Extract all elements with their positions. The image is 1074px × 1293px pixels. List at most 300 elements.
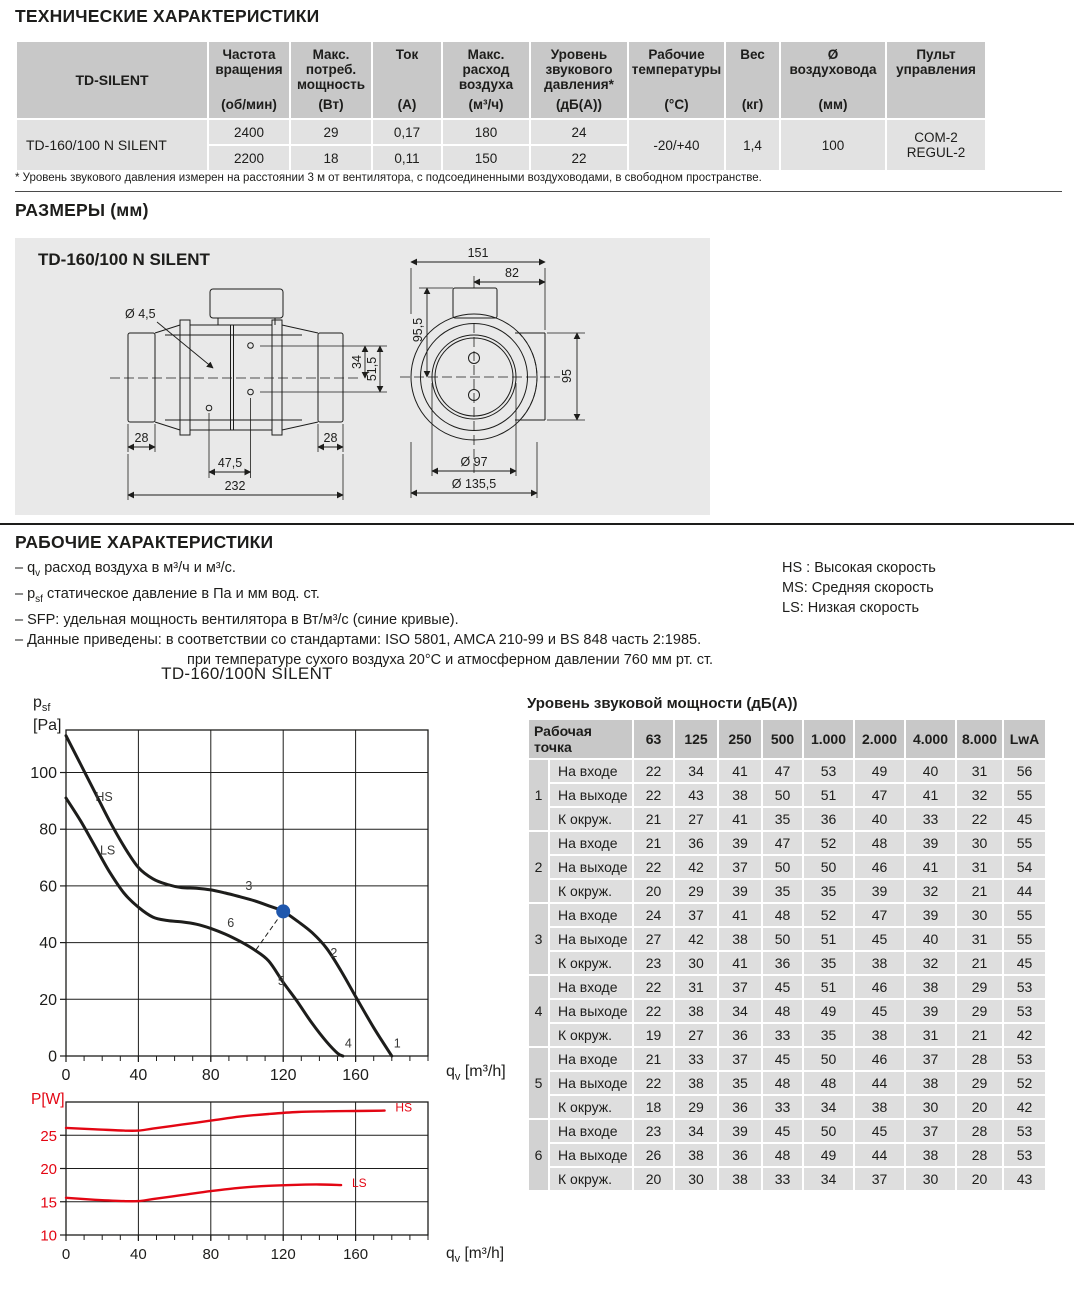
sound-value-cell: 30 — [675, 1168, 717, 1190]
sound-value-cell: 41 — [719, 760, 761, 782]
sound-value-cell: 21 — [634, 808, 673, 830]
sound-value-cell: 35 — [804, 1024, 853, 1046]
sound-value-cell: 38 — [855, 1024, 904, 1046]
sound-value-cell: 53 — [1004, 1144, 1045, 1166]
sound-freq-header: 2.000 — [855, 720, 904, 758]
sound-value-cell: 36 — [719, 1144, 761, 1166]
sound-value-cell: 43 — [675, 784, 717, 806]
sound-location-cell: На входе — [550, 904, 632, 926]
power-chart — [0, 1090, 530, 1270]
sound-point-cell: 4 — [529, 976, 548, 1046]
sound-value-cell: 38 — [906, 1144, 955, 1166]
power-axis-label: P[W] — [31, 1091, 65, 1108]
dim-hole-offset-large: 51,5 — [365, 356, 379, 382]
sound-value-cell: 53 — [1004, 976, 1045, 998]
sound-location-cell: К окруж. — [550, 1168, 632, 1190]
sound-table — [527, 718, 1047, 1192]
dim-duct-height: 95 — [560, 369, 574, 383]
tech-col-header-wrap — [443, 42, 529, 118]
sound-value-cell: 52 — [804, 904, 853, 926]
terminal-box-side — [210, 289, 283, 318]
dim-axis-height: 95,5 — [411, 317, 425, 343]
sound-table-title: Уровень звуковой мощности (дБ(А)) — [527, 695, 798, 712]
sound-value-cell: 30 — [957, 832, 1002, 854]
tick-label-y: 40 — [39, 935, 57, 953]
sound-value-cell: 37 — [719, 1048, 761, 1070]
sound-value-cell: 36 — [675, 832, 717, 854]
series-HS — [66, 1111, 385, 1131]
tech-col-header — [373, 42, 441, 118]
sound-value-cell: 36 — [719, 1096, 761, 1118]
sound-location-cell: На выходе — [550, 856, 632, 878]
dim-hole-spacing: 47,5 — [217, 456, 243, 470]
sound-value-cell: 30 — [675, 952, 717, 974]
tech-table — [15, 40, 987, 172]
curve-label-1: 1 — [393, 1036, 401, 1051]
tick-label-y: 20 — [39, 991, 57, 1009]
sound-point-cell: 3 — [529, 904, 548, 974]
performance-heading: РАБОЧИЕ ХАРАКТЕРИСТИКИ — [15, 532, 274, 552]
tick-label-x: 160 — [343, 1246, 369, 1263]
sound-value-cell: 49 — [855, 760, 904, 782]
sound-value-cell: 20 — [634, 880, 673, 902]
performance-notes — [15, 558, 775, 670]
tech-col-header — [531, 42, 627, 118]
note-line: – Данные приведены: в соответствии со стандартами: ISO 5801, AMCA 210-99 и BS 848 часть 2:1985. — [15, 631, 702, 648]
legend-hs: HS : Высокая скорость — [782, 560, 936, 576]
operating-point-leader — [256, 911, 283, 949]
sound-value-cell: 48 — [855, 832, 904, 854]
sound-value-cell: 36 — [763, 952, 802, 974]
sound-value-cell: 34 — [719, 1000, 761, 1022]
sound-value-cell: 22 — [634, 856, 673, 878]
tech-value: 150 — [443, 146, 529, 170]
sound-value-cell: 33 — [763, 1168, 802, 1190]
tech-value: 22 — [531, 146, 627, 170]
note-line: – SFP: удельная мощность вентилятора в Вт/м³/с (синие кривые). — [15, 611, 459, 628]
tech-col-header-wrap — [629, 42, 724, 118]
sound-data-row — [529, 904, 1045, 926]
ylabel-sub: sf — [41, 702, 51, 715]
plot-border — [66, 730, 428, 1056]
tech-col-title: Уровень звукового давления* — [544, 47, 614, 92]
sound-value-cell: 31 — [906, 1024, 955, 1046]
sound-value-cell: 42 — [675, 856, 717, 878]
sound-value-cell: 46 — [855, 856, 904, 878]
sound-value-cell: 44 — [855, 1072, 904, 1094]
tech-col-header — [887, 42, 985, 118]
sound-value-cell: 48 — [763, 1144, 802, 1166]
tech-footnote: * Уровень звукового давления измерен на расстоянии 3 м от вентилятора, с подсоединенными воздуховодами, в свободном пространстве. — [15, 172, 762, 184]
xlabel-sub: v — [454, 1253, 461, 1266]
dim-impeller-dia: Ø 97 — [460, 455, 488, 469]
sound-data-row — [529, 1072, 1045, 1094]
sound-data-row — [529, 1000, 1045, 1022]
sound-value-cell: 45 — [855, 1000, 904, 1022]
sound-table-container — [527, 718, 1047, 1192]
chart-title: TD-160/100N SILENT — [161, 664, 333, 683]
dimensions-model-title: TD-160/100 N SILENT — [38, 250, 210, 269]
sound-value-cell: 21 — [634, 832, 673, 854]
tech-col-unit: (дБ(А)) — [555, 97, 602, 112]
tick-label-y: 60 — [39, 878, 57, 896]
sound-location-cell: На входе — [550, 832, 632, 854]
sound-value-cell: 31 — [675, 976, 717, 998]
tech-col-unit: (мм) — [818, 97, 848, 112]
sound-value-cell: 55 — [1004, 904, 1045, 926]
curve-label-LS: LS — [99, 843, 116, 858]
sound-location-cell: На входе — [550, 976, 632, 998]
tech-col-title: Ток — [395, 47, 419, 62]
sound-data-row — [529, 1096, 1045, 1118]
sound-data-row — [529, 928, 1045, 950]
sound-freq-header: 500 — [763, 720, 802, 758]
mounting-hole — [248, 343, 254, 349]
sound-value-cell: 37 — [855, 1168, 904, 1190]
sound-value-cell: 38 — [719, 784, 761, 806]
sound-value-cell: 36 — [719, 1024, 761, 1046]
sound-col0-header: Рабочая точка — [529, 720, 632, 758]
sound-value-cell: 35 — [763, 808, 802, 830]
sound-value-cell: 41 — [719, 952, 761, 974]
sound-value-cell: 22 — [634, 1000, 673, 1022]
sound-value-cell: 29 — [957, 976, 1002, 998]
divider-line-1 — [15, 191, 1062, 192]
tech-col-unit: (кг) — [741, 97, 764, 112]
tick-label-y: 10 — [40, 1227, 57, 1245]
tick-label-x: 80 — [201, 1067, 220, 1084]
sound-data-row — [529, 832, 1045, 854]
tick-label-x: 120 — [270, 1246, 296, 1263]
sound-value-cell: 29 — [957, 1000, 1002, 1022]
pressure-axis-label — [33, 694, 61, 734]
sound-value-cell: 18 — [634, 1096, 673, 1118]
sound-value-cell: 39 — [906, 1000, 955, 1022]
tick-label-y: 100 — [30, 765, 57, 783]
sound-value-cell: 24 — [634, 904, 673, 926]
dim-body-dia: Ø 135,5 — [451, 477, 497, 491]
hole-dia-leader — [157, 322, 213, 368]
sound-value-cell: 38 — [855, 952, 904, 974]
curve-label-6: 6 — [227, 916, 235, 931]
sound-value-cell: 30 — [906, 1096, 955, 1118]
tech-col-title: Частота вращения — [215, 47, 283, 77]
tech-col-title: Ø воздуховода — [789, 47, 877, 77]
dimensions-panel — [15, 238, 710, 515]
sound-value-cell: 50 — [804, 1120, 853, 1142]
tech-value: 180 — [443, 120, 529, 144]
ylabel-unit: [Pa] — [33, 717, 62, 735]
sound-value-cell: 55 — [1004, 928, 1045, 950]
sound-value-cell: 27 — [675, 808, 717, 830]
sound-value-cell: 35 — [719, 1072, 761, 1094]
sound-location-cell: На выходе — [550, 784, 632, 806]
tech-control-value — [887, 120, 985, 170]
sound-value-cell: 46 — [855, 1048, 904, 1070]
tech-value: 0,17 — [373, 120, 441, 144]
sound-value-cell: 40 — [906, 928, 955, 950]
sound-value-cell: 29 — [675, 880, 717, 902]
sound-value-cell: 52 — [1004, 1072, 1045, 1094]
mounting-hole — [248, 389, 254, 395]
sound-data-row — [529, 1168, 1045, 1190]
dim-left-duct: 28 — [134, 431, 149, 445]
sound-data-row — [529, 952, 1045, 974]
sound-value-cell: 45 — [763, 1120, 802, 1142]
sound-value-cell: 22 — [634, 760, 673, 782]
tick-label-x: 120 — [269, 1067, 297, 1084]
sound-value-cell: 45 — [855, 1120, 904, 1142]
sound-value-cell: 47 — [763, 832, 802, 854]
sound-value-cell: 51 — [804, 928, 853, 950]
sound-value-cell: 20 — [957, 1096, 1002, 1118]
sound-freq-header: 250 — [719, 720, 761, 758]
tick-label-x: 0 — [61, 1067, 71, 1084]
tech-col-header-wrap — [291, 42, 371, 118]
tech-col-unit: (об/мин) — [221, 97, 277, 112]
sound-value-cell: 53 — [1004, 1000, 1045, 1022]
dimensions-heading: РАЗМЕРЫ (мм) — [15, 200, 149, 220]
flow-axis-label-1 — [446, 1063, 506, 1086]
sound-value-cell: 38 — [675, 1000, 717, 1022]
sound-location-cell: На выходе — [550, 1144, 632, 1166]
sound-value-cell: 41 — [719, 808, 761, 830]
sound-value-cell: 21 — [957, 880, 1002, 902]
sound-value-cell: 34 — [804, 1168, 853, 1190]
curve-label-5: 5 — [277, 974, 285, 989]
plot-border — [66, 1102, 428, 1235]
sound-value-cell: 38 — [719, 1168, 761, 1190]
sound-value-cell: 34 — [675, 1120, 717, 1142]
sound-data-row — [529, 1120, 1045, 1142]
dim-hole-dia: Ø 4,5 — [125, 307, 156, 321]
sound-value-cell: 51 — [804, 784, 853, 806]
sound-value-cell: 27 — [634, 928, 673, 950]
sound-data-row — [529, 760, 1045, 782]
sound-data-row — [529, 880, 1045, 902]
terminal-box-front — [453, 288, 497, 318]
sound-value-cell: 32 — [957, 784, 1002, 806]
sound-value-cell: 30 — [906, 1168, 955, 1190]
tech-col-header-wrap — [781, 42, 885, 118]
tech-col-unit: (м³/ч) — [468, 97, 504, 112]
tech-col-title: Пульт управления — [896, 47, 976, 77]
tech-table-container — [15, 40, 987, 172]
sound-point-cell: 1 — [529, 760, 548, 830]
legend-ms: MS: Средняя скорость — [782, 580, 934, 596]
tech-col-unit: (°С) — [664, 97, 689, 112]
flow-axis-label-2 — [446, 1245, 504, 1268]
sound-value-cell: 47 — [855, 904, 904, 926]
sound-value-cell: 51 — [804, 976, 853, 998]
tech-col-header-wrap — [373, 42, 441, 118]
sound-value-cell: 38 — [906, 1072, 955, 1094]
tech-value: 2400 — [209, 120, 289, 144]
sound-location-cell: На входе — [550, 1048, 632, 1070]
xlabel-symbol: q — [446, 1245, 455, 1262]
sound-value-cell: 30 — [957, 904, 1002, 926]
sound-value-cell: 31 — [957, 760, 1002, 782]
sound-value-cell: 42 — [1004, 1024, 1045, 1046]
operating-point — [276, 904, 290, 918]
sound-value-cell: 38 — [855, 1096, 904, 1118]
ylabel-symbol: p — [33, 694, 42, 711]
control-line: REGUL-2 — [906, 145, 966, 160]
sound-value-cell: 20 — [957, 1168, 1002, 1190]
sound-value-cell: 40 — [855, 808, 904, 830]
sound-location-cell: На выходе — [550, 1000, 632, 1022]
sound-value-cell: 53 — [1004, 1120, 1045, 1142]
tech-value: 2200 — [209, 146, 289, 170]
tech-col-header — [781, 42, 885, 118]
tech-col-title: Вес — [740, 47, 765, 62]
tick-label-x: 0 — [61, 1246, 71, 1263]
tech-col-header-wrap — [209, 42, 289, 118]
sound-value-cell: 38 — [906, 976, 955, 998]
sound-location-cell: На входе — [550, 760, 632, 782]
sound-value-cell: 41 — [719, 904, 761, 926]
sound-data-row — [529, 1048, 1045, 1070]
sound-value-cell: 56 — [1004, 760, 1045, 782]
tick-label-y: 20 — [40, 1161, 57, 1178]
tech-col-header-wrap — [531, 42, 627, 118]
sound-value-cell: 55 — [1004, 784, 1045, 806]
curve-label-2: 2 — [330, 945, 338, 960]
sound-value-cell: 27 — [675, 1024, 717, 1046]
sound-data-row — [529, 808, 1045, 830]
sound-value-cell: 39 — [906, 904, 955, 926]
sound-location-cell: К окруж. — [550, 808, 632, 830]
dim-hole-offset-small: 34 — [350, 355, 364, 369]
sound-value-cell: 28 — [957, 1144, 1002, 1166]
sound-value-cell: 33 — [763, 1096, 802, 1118]
sound-value-cell: 48 — [763, 1072, 802, 1094]
sound-value-cell: 22 — [634, 1072, 673, 1094]
sound-freq-header: 1.000 — [804, 720, 853, 758]
sound-value-cell: 39 — [855, 880, 904, 902]
sound-data-row — [529, 976, 1045, 998]
tech-col-unit: (Вт) — [318, 97, 344, 112]
sound-value-cell: 47 — [855, 784, 904, 806]
sound-value-cell: 33 — [763, 1024, 802, 1046]
sound-value-cell: 34 — [675, 760, 717, 782]
tick-label-y: 25 — [40, 1127, 57, 1145]
sound-freq-header: 125 — [675, 720, 717, 758]
sound-value-cell: 36 — [804, 808, 853, 830]
sound-value-cell: 45 — [763, 976, 802, 998]
tech-merged-value: 100 — [781, 120, 885, 170]
series-HS — [66, 736, 392, 1056]
sound-value-cell: 23 — [634, 952, 673, 974]
tick-label-x: 160 — [342, 1067, 369, 1084]
sound-value-cell: 40 — [906, 760, 955, 782]
sound-value-cell: 38 — [719, 928, 761, 950]
sound-data-row — [529, 784, 1045, 806]
tech-header-row — [17, 42, 985, 118]
sound-point-cell: 6 — [529, 1120, 548, 1190]
sound-value-cell: 29 — [675, 1096, 717, 1118]
tech-col-header — [726, 42, 779, 118]
sound-value-cell: 38 — [675, 1072, 717, 1094]
dim-total-length: 232 — [224, 479, 246, 493]
curve-label-HS: HS — [95, 789, 113, 804]
xlabel-sub: v — [454, 1071, 461, 1084]
sound-value-cell: 47 — [763, 760, 802, 782]
tech-col-header — [629, 42, 724, 118]
sound-value-cell: 31 — [957, 856, 1002, 878]
tick-label-x: 40 — [130, 1246, 147, 1263]
tech-col-header — [209, 42, 289, 118]
sound-value-cell: 42 — [1004, 1096, 1045, 1118]
sound-value-cell: 41 — [906, 856, 955, 878]
sound-value-cell: 34 — [804, 1096, 853, 1118]
tech-value: 29 — [291, 120, 371, 144]
sound-point-cell: 5 — [529, 1048, 548, 1118]
sound-value-cell: 35 — [804, 952, 853, 974]
sound-value-cell: 19 — [634, 1024, 673, 1046]
tech-col-unit: (А) — [397, 97, 417, 112]
pressure-chart — [0, 686, 530, 1090]
tick-label-y: 15 — [40, 1194, 57, 1212]
tech-col-header-wrap — [887, 42, 985, 118]
tech-merged-value: 1,4 — [726, 120, 779, 170]
sound-value-cell: 22 — [634, 784, 673, 806]
sound-data-row — [529, 1144, 1045, 1166]
sound-value-cell: 43 — [1004, 1168, 1045, 1190]
xlabel-unit: [m³/h] — [464, 1063, 506, 1080]
tech-value: 0,11 — [373, 146, 441, 170]
note-subscript: sf — [35, 593, 43, 605]
tick-label-x: 80 — [202, 1246, 220, 1263]
note-line: – $q_v$ расход воздуха в м³/ч и м³/с. — [15, 560, 236, 579]
sound-value-cell: 48 — [804, 1072, 853, 1094]
sound-value-cell: 48 — [763, 904, 802, 926]
sound-value-cell: 33 — [906, 808, 955, 830]
sound-value-cell: 37 — [675, 904, 717, 926]
dim-front-width: 151 — [467, 246, 489, 260]
sound-value-cell: 54 — [1004, 856, 1045, 878]
sound-freq-header: 4.000 — [906, 720, 955, 758]
sound-value-cell: 39 — [719, 880, 761, 902]
note-line: – $p_{sf}$ статическое давление в Па и мм вод. ст. — [15, 585, 320, 605]
legend-ls: LS: Низкая скорость — [782, 600, 920, 616]
xlabel-unit: [m³/h] — [464, 1245, 505, 1262]
tech-value: 24 — [531, 120, 627, 144]
sound-location-cell: К окруж. — [550, 1096, 632, 1118]
sound-value-cell: 45 — [1004, 808, 1045, 830]
sound-location-cell: На выходе — [550, 1072, 632, 1094]
tech-product-header: TD-SILENT — [17, 42, 207, 118]
sound-value-cell: 39 — [906, 832, 955, 854]
dim-box-width: 82 — [505, 266, 519, 280]
note-line: при температуре сухого воздуха 20°С и атмосферном давлении 760 мм рт. ст. — [187, 651, 714, 668]
tech-value: 18 — [291, 146, 371, 170]
sound-value-cell: 39 — [719, 1120, 761, 1142]
sound-value-cell: 41 — [906, 784, 955, 806]
dim-right-duct: 28 — [323, 431, 338, 445]
series-LS — [66, 1184, 341, 1201]
sound-value-cell: 38 — [675, 1144, 717, 1166]
sound-value-cell: 44 — [1004, 880, 1045, 902]
curve-label-3: 3 — [245, 879, 253, 894]
sound-value-cell: 37 — [719, 856, 761, 878]
sound-value-cell: 42 — [675, 928, 717, 950]
sound-data-row — [529, 1024, 1045, 1046]
sound-value-cell: 33 — [675, 1048, 717, 1070]
sound-value-cell: 26 — [634, 1144, 673, 1166]
sound-value-cell: 37 — [906, 1120, 955, 1142]
sound-value-cell: 52 — [804, 832, 853, 854]
